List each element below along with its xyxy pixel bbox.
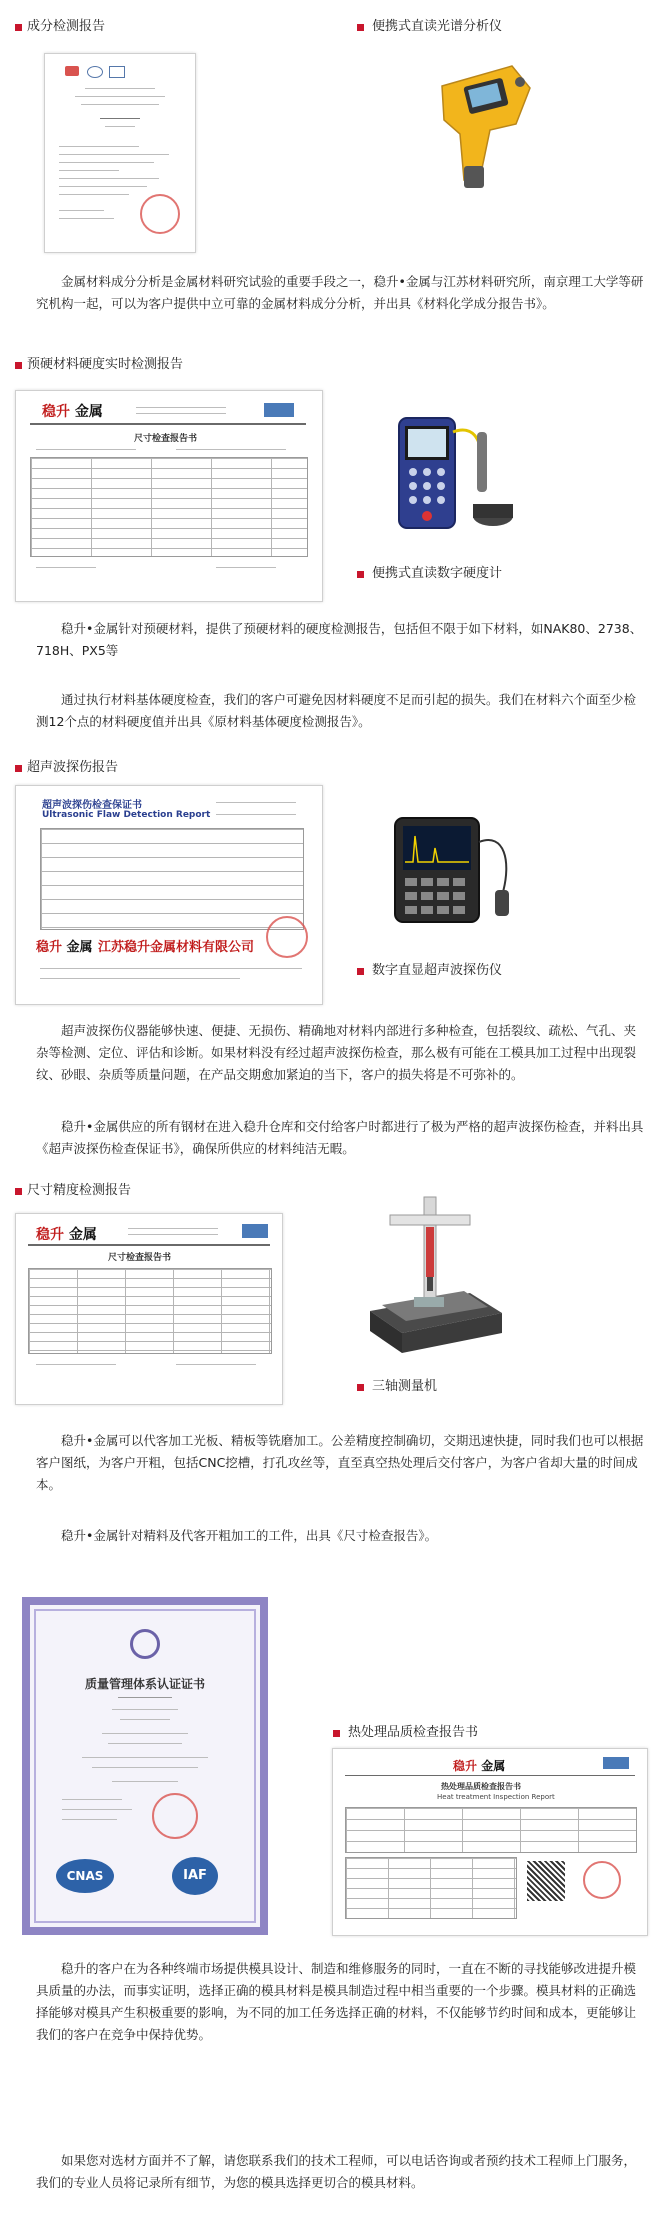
hardness-heading: 预硬材料硬度实时检测报告 (27, 357, 184, 372)
brand-name: 稳升 (42, 404, 70, 420)
logo-mark (65, 66, 79, 76)
brand-name: 稳升 (453, 1759, 478, 1773)
data-table (30, 457, 308, 557)
section-marker (357, 571, 364, 578)
spectrometer-caption: 便携式直读光谱分析仪 (372, 19, 503, 34)
ultrasonic-paragraph-1: 超声波探伤仪器能够快速、便捷、无损伤、精确地对材料内部进行多种检查，包括裂纹、疏松、气孔、夹杂等检测、定位、评估和诊断。如果材料没有经过超声波探伤检查，那么极有可能在工模具加工过程中出现裂纹、砂眼、杂质等质量问题，在产品交期愈加紧迫的当下，客户的损失将是不可弥补的。 (36, 1023, 637, 1082)
cert-logo (242, 1224, 268, 1238)
section-marker (357, 968, 364, 975)
section-marker (15, 765, 22, 772)
iaf-logo: IAF (172, 1857, 218, 1895)
dimension-caption: 三轴测量机 (372, 1379, 438, 1394)
cnas-logo: CNAS (56, 1859, 114, 1893)
section-marker (15, 24, 22, 31)
red-seal (266, 916, 308, 958)
dimension-doc-title: 尺寸检查报告书 (108, 1253, 172, 1263)
data-table (345, 1807, 637, 1853)
section-marker (15, 362, 22, 369)
qr-code (527, 1861, 565, 1901)
composition-report-image (44, 53, 196, 253)
brand-name-2: 金属 (74, 404, 103, 420)
ultrasonic-report-image (15, 785, 323, 1005)
data-table (345, 1857, 517, 1919)
brand-name-2: 金属 (68, 1227, 97, 1243)
section-marker (357, 24, 364, 31)
cmm-image (360, 1193, 510, 1368)
dimension-paragraph-1: 稳升•金属可以代客加工光板、精板等铣磨加工。公差精度控制确切，交期迅速快捷，同时我们也可以根据客户图纸，为客户开粗，包括CNC挖槽，打孔攻丝等，直至真空热处理后交付客户，为客户省却大量的时间成本。 (36, 1433, 644, 1492)
cert-logo (264, 403, 294, 417)
ultrasonic-heading: 超声波探伤报告 (27, 760, 119, 775)
ultrasonic-caption: 数字直显超声波探伤仪 (372, 963, 503, 978)
red-seal (140, 194, 180, 234)
cert-logo (603, 1757, 629, 1769)
heat-caption: 热处理品质检查报告书 (348, 1725, 479, 1740)
data-table (28, 1268, 272, 1354)
hardness-paragraph-2: 通过执行材料基体硬度检查，我们的客户可避免因材料硬度不足而引起的损失。我们在材料六个面至少检测12个点的材料硬度值并出具《原材料基体硬度检测报告》。 (36, 692, 637, 729)
certificate-title: 质量管理体系认证证书 (84, 1677, 205, 1691)
composition-heading: 成分检测报告 (27, 19, 106, 34)
hardness-caption: 便携式直读数字硬度计 (372, 566, 503, 581)
section-marker (357, 1384, 364, 1391)
brand-name-2: 金属 (481, 1759, 506, 1773)
logo-mark (87, 66, 103, 78)
closing-paragraph-1: 稳升的客户在为各种终端市场提供模具设计、制造和维修服务的同时，一直在不断的寻找能够改进提升模具质量的办法，而事实证明，选择正确的模具材料是模具制造过程中相当重要的一个步骤。模具材料的正确选择能够对模具产生积极重要的影响，为不同的加工任务选择正确的材料，不仅能够节约时间和成本，更能够让我们的客户在竞争中保持优势。 (36, 1961, 637, 2042)
heat-doc-title-en: Heat treatment Inspection Report (437, 1793, 555, 1801)
ultra-doc-title: 超声波探伤检查保证书 (42, 800, 142, 811)
hardness-doc-title: 尺寸检查报告书 (134, 434, 198, 444)
quality-certificate-image (22, 1597, 268, 1935)
section-marker (333, 1730, 340, 1737)
brand-name-2: 金属 (66, 940, 93, 955)
brand-name: 稳升 (36, 940, 63, 955)
hardness-tester-image (385, 412, 520, 542)
dimension-paragraph-2: 稳升•金属针对精料及代客开粗加工的工件，出具《尺寸检查报告》。 (61, 1528, 438, 1543)
section-marker (15, 1188, 22, 1195)
cert-emblem (130, 1629, 160, 1659)
closing-paragraph-2: 如果您对选材方面并不了解，请您联系我们的技术工程师，可以电话咨询或者预约技术工程师上门服务，我们的专业人员将记录所有细节，为您的模具选择更切合的模具材料。 (36, 2153, 637, 2190)
brand-name: 稳升 (36, 1227, 64, 1243)
ultrasonic-paragraph-2: 稳升•金属供应的所有钢材在进入稳升仓库和交付给客户时都进行了极为严格的超声波探伤检查，并料出具《超声波探伤检查保证书》，确保所供应的材料纯洁无暇。 (36, 1119, 644, 1156)
ultra-doc-title-en: Ultrasonic Flaw Detection Report (42, 810, 211, 820)
hardness-report-image (15, 390, 323, 602)
heat-doc-title: 热处理品质检查报告书 (441, 1782, 521, 1791)
hardness-paragraph-1: 稳升•金属针对预硬材料，提供了预硬材料的硬度检测报告，包括但不限于如下材料，如NAK80、2738、718H、PX5等 (36, 621, 643, 658)
data-table (40, 828, 304, 930)
logo-mark (109, 66, 125, 78)
red-seal (152, 1793, 198, 1839)
red-seal (583, 1861, 621, 1899)
heat-report-image (332, 1748, 648, 1936)
flaw-detector-image (385, 812, 525, 930)
dimension-heading: 尺寸精度检测报告 (27, 1183, 132, 1198)
company-name: 江苏稳升金属材料有限公司 (98, 940, 255, 955)
spectrometer-image (420, 58, 540, 208)
composition-paragraph: 金属材料成分分析是金属材料研究试验的重要手段之一，稳升•金属与江苏材料研究所，南京理工大学等研究机构一起，可以为客户提供中立可靠的金属材料成分分析，并出具《材料化学成分报告书》。 (36, 274, 644, 311)
dimension-report-image (15, 1213, 283, 1405)
